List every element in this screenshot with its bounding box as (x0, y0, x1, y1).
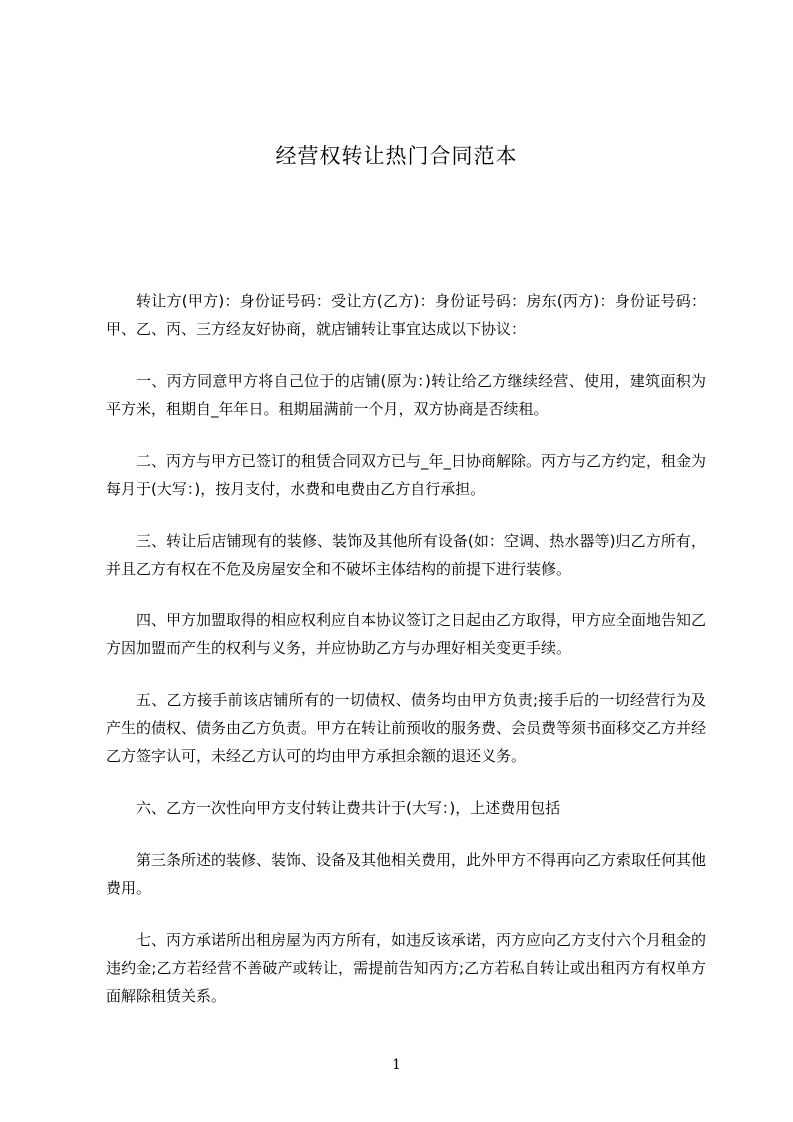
paragraph-parties: 转让方(甲方)：身份证号码：受让方(乙方)：身份证号码：房东(丙方)：身份证号码：甲、乙、丙、三方经友好协商，就店铺转让事宜达成以下协议： (106, 292, 706, 338)
document-title: 经营权转让热门合同范本 (275, 144, 518, 168)
paragraph-clause-6-continued: 第三条所述的装修、装饰、设备及其他相关费用，此外甲方不得再向乙方索取任何其他费用。 (106, 851, 707, 897)
paragraph-clause-1: 一、丙方同意甲方将自己位于的店铺(原为：)转让给乙方继续经营、使用，建筑面积为平方米，租期自_年年日。租期届满前一个月，双方协商是否续租。 (106, 372, 706, 418)
paragraph-clause-6: 六、乙方一次性向甲方支付转让费共计于(大写：)，上述费用包括 (136, 799, 561, 817)
paragraph-clause-2: 二、丙方与甲方已签订的租赁合同双方已与_年_日协商解除。丙方与乙方约定，租金为每月于(大写：)，按月支付，水费和电费由乙方自行承担。 (106, 452, 707, 498)
paragraph-clause-5: 五、乙方接手前该店铺所有的一切债权、债务均由甲方负责;接手后的一切经营行为及产生的债权、债务由乙方负责。甲方在转让前预收的服务费、会员费等须书面移交乙方并经乙方签字认可，未经乙方认可的均由甲方承担余额的退还义务。 (106, 691, 707, 765)
paragraph-clause-4: 四、甲方加盟取得的相应权利应自本协议签订之日起由乙方取得，甲方应全面地告知乙方因加盟而产生的权利与义务，并应协助乙方与办理好相关变更手续。 (106, 611, 707, 657)
paragraph-clause-3: 三、转让后店铺现有的装修、装饰及其他所有设备(如：空调、热水器等)归乙方所有，并且乙方有权在不危及房屋安全和不破坏主体结构的前提下进行装修。 (106, 532, 706, 578)
paragraph-clause-7: 七、丙方承诺所出租房屋为丙方所有，如违反该承诺，丙方应向乙方支付六个月租金的违约金;乙方若经营不善破产或转让，需提前告知丙方;乙方若私自转让或出租丙方有权单方面解除租赁关系。 (106, 931, 707, 1005)
page-number: 1 (392, 1057, 401, 1073)
